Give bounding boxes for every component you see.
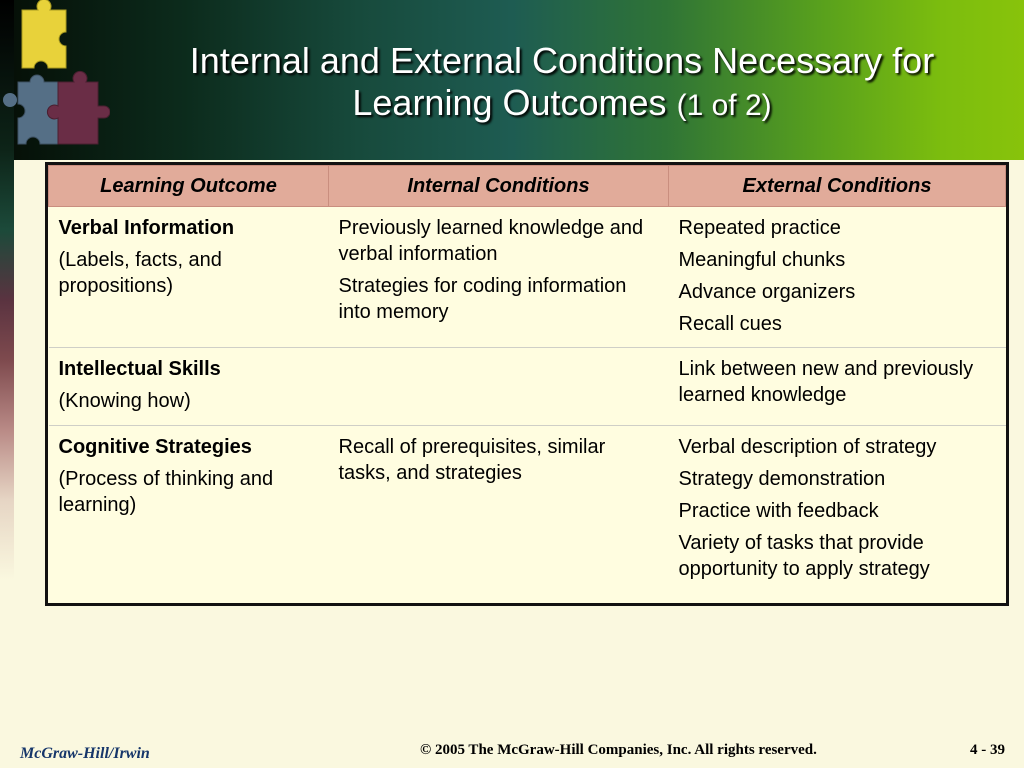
slide-title-main: Learning Outcomes [352, 82, 667, 123]
external-condition: Repeated practice [678, 217, 841, 239]
external-conditions-cell [669, 348, 1006, 426]
external-condition: Variety of tasks that provide opportunity to apply strategy [678, 532, 930, 580]
outcome-name: Verbal Information [58, 217, 235, 239]
external-condition: Strategy demonstration [678, 468, 886, 490]
outcome-cell [49, 426, 329, 604]
external-conditions-cell [669, 426, 1006, 604]
outcome-cell [49, 348, 329, 426]
table-row [49, 207, 1006, 348]
slide-title-suffix: (1 of 2) [676, 89, 772, 122]
outcome-name: Intellectual Skills [58, 358, 221, 380]
table-header-row [49, 166, 1006, 207]
slide-title [100, 40, 1024, 127]
external-condition: Recall cues [678, 313, 782, 335]
puzzle-pieces-icon [0, 0, 110, 160]
internal-conditions-cell [329, 207, 669, 348]
internal-conditions-cell [329, 426, 669, 604]
publisher-label: McGraw-Hill/Irwin [20, 745, 150, 762]
outcome-description: (Knowing how) [58, 390, 191, 412]
table-row [49, 426, 1006, 604]
column-header: External Conditions [669, 166, 1006, 207]
internal-condition: Previously learned knowledge and verbal information [338, 217, 644, 265]
external-condition: Practice with feedback [678, 500, 879, 522]
outcome-description: (Process of thinking and learning) [58, 468, 274, 516]
slide-title-line1: Internal and External Conditions Necessary for [189, 40, 935, 81]
column-header: Internal Conditions [329, 166, 669, 207]
column-header: Learning Outcome [49, 166, 329, 207]
internal-condition: Strategies for coding information into memory [338, 275, 627, 323]
outcome-cell [49, 207, 329, 348]
internal-conditions-cell [329, 348, 669, 426]
page-number: 4 - 39 [970, 742, 1005, 758]
outcome-description: (Labels, facts, and propositions) [58, 249, 222, 297]
external-condition: Verbal description of strategy [678, 436, 937, 458]
external-condition: Advance organizers [678, 281, 856, 303]
copyright-notice: © 2005 The McGraw-Hill Companies, Inc. All rights reserved. [420, 742, 817, 758]
slide-title-line2 [100, 82, 1024, 127]
external-conditions-cell [669, 207, 1006, 348]
internal-condition: Recall of prerequisites, similar tasks, and strategies [338, 436, 606, 484]
conditions-table [45, 162, 1009, 606]
table-row [49, 348, 1006, 426]
external-condition: Meaningful chunks [678, 249, 846, 271]
outcome-name: Cognitive Strategies [58, 436, 252, 458]
external-condition: Link between new and previously learned knowledge [678, 358, 974, 406]
